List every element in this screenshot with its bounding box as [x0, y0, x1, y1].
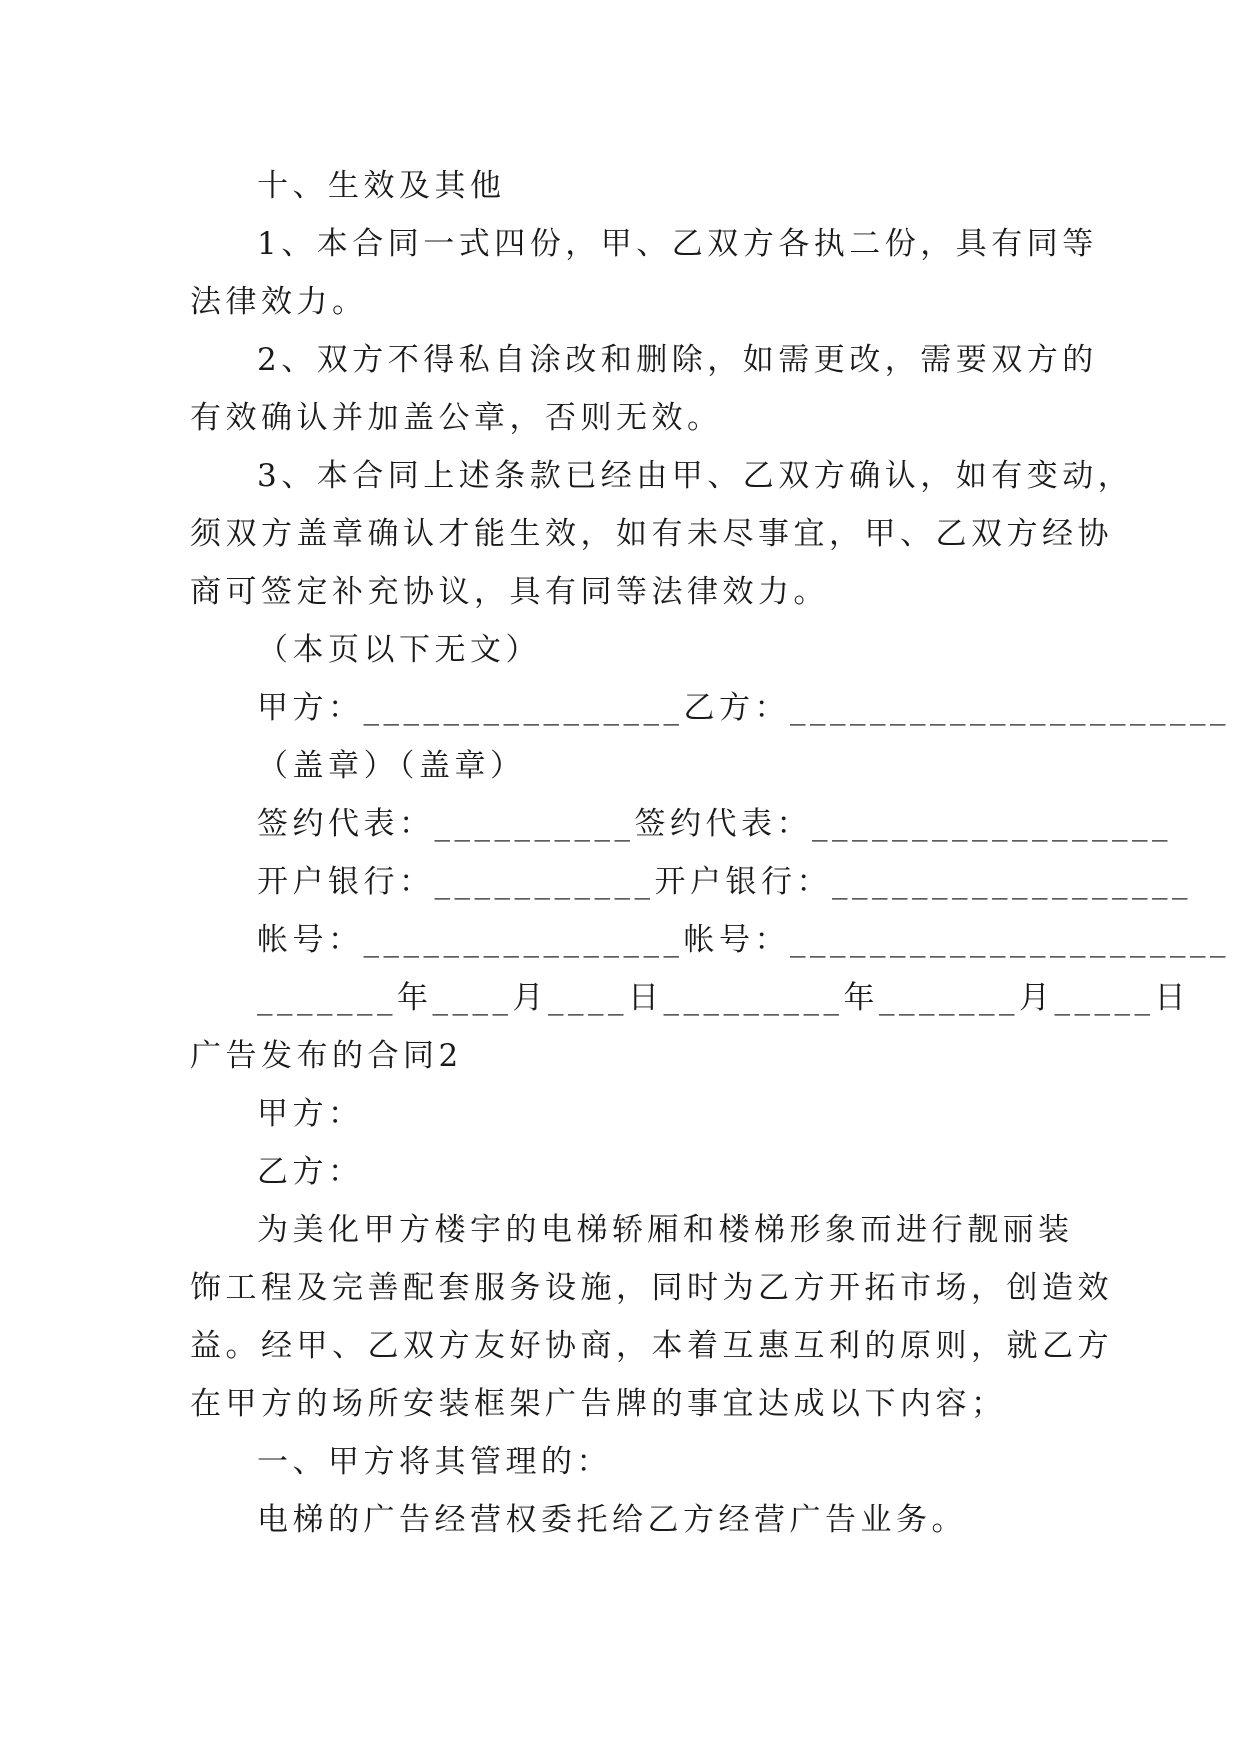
clause-3-line-1: 3、本合同上述条款已经由甲、乙双方确认，如有变动， — [257, 458, 1134, 494]
preamble-line-1: 为美化甲方楼宇的电梯轿厢和楼梯形象而进行靓丽装 — [257, 1212, 1074, 1248]
article-1-heading: 一、甲方将其管理的： — [257, 1444, 612, 1480]
preamble-line-4: 在甲方的场所安装框架广告牌的事宜达成以下内容； — [190, 1386, 1007, 1422]
clause-2-line-2: 有效确认并加盖公章，否则无效。 — [190, 400, 723, 436]
contract-2-title: 广告发布的合同2 — [190, 1038, 463, 1074]
party-b-label: 乙方： — [257, 1154, 364, 1190]
clause-2-line-1: 2、双方不得私自涂改和删除，如需更改，需要双方的 — [257, 342, 1098, 378]
date-line: _______年____月____日_________年_______月_____日 — [257, 980, 1190, 1016]
clause-3-line-2: 须双方盖章确认才能生效，如有未尽事宜，甲、乙双方经协 — [190, 516, 1113, 552]
seal-line: （盖章）（盖章） — [257, 748, 526, 784]
no-text-below-note: （本页以下无文） — [257, 632, 541, 668]
representative-line: 签约代表：__________签约代表：__________________ — [257, 806, 1172, 842]
section-heading: 十、生效及其他 — [257, 168, 506, 204]
article-1-content: 电梯的广告经营权委托给乙方经营广告业务。 — [257, 1502, 967, 1538]
preamble-line-3: 益。经甲、乙双方友好协商，本着互惠互利的原则，就乙方 — [190, 1328, 1113, 1364]
clause-3-line-3: 商可签定补充协议，具有同等法律效力。 — [190, 574, 829, 610]
preamble-line-2: 饰工程及完善配套服务设施，同时为乙方开拓市场，创造效 — [190, 1270, 1113, 1306]
party-signature-line: 甲方：________________乙方：______________________ — [257, 690, 1230, 726]
party-a-label: 甲方： — [257, 1096, 364, 1132]
clause-1-line-1: 1、本合同一式四份，甲、乙双方各执二份，具有同等 — [257, 226, 1098, 262]
bank-line: 开户银行：___________开户银行：__________________ — [257, 864, 1192, 900]
account-line: 帐号：________________帐号：______________________ — [257, 922, 1230, 958]
clause-1-line-2: 法律效力。 — [190, 284, 368, 320]
